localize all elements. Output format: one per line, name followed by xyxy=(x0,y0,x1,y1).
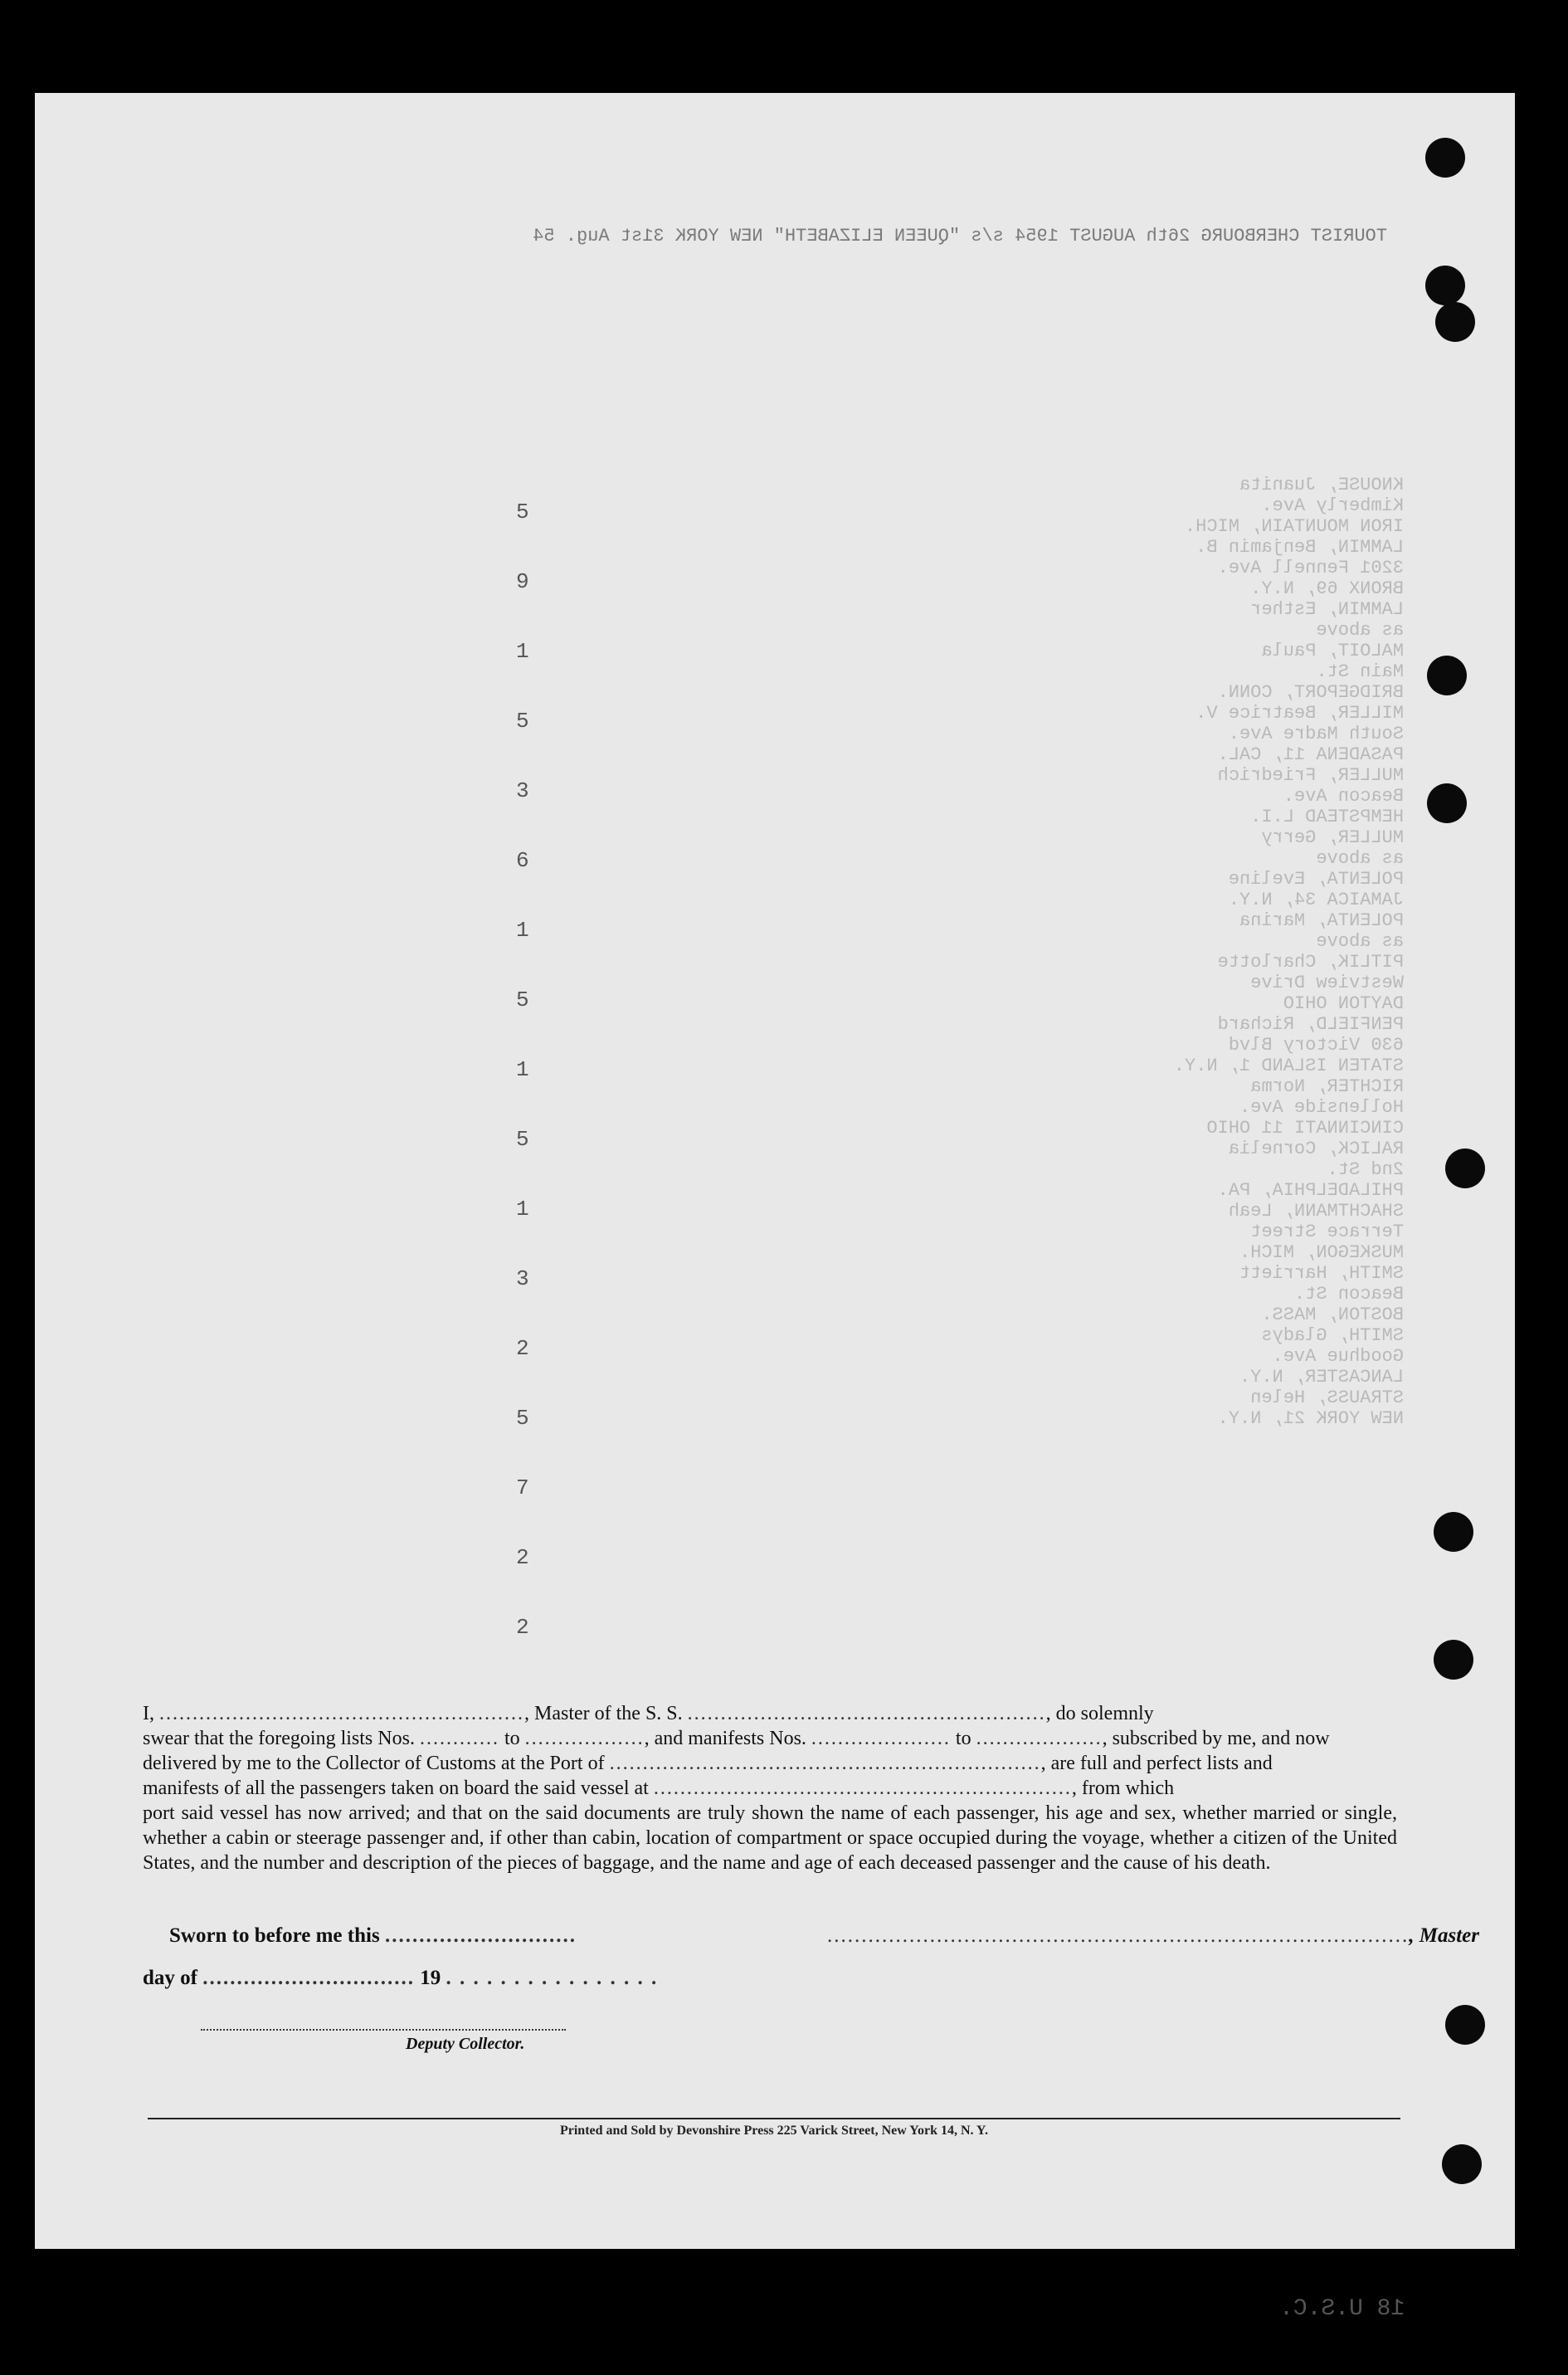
deputy-collector-label: Deputy Collector. xyxy=(406,2035,525,2053)
bleed-row: PASADENA 11, CAL. xyxy=(1217,744,1404,765)
bleed-row: 630 Victory Blvd xyxy=(1228,1035,1404,1056)
oath-line2d: to xyxy=(950,1728,976,1749)
oath-line2e: , subscribed by me, and now xyxy=(1102,1728,1330,1749)
oath-line2c: , and manifests Nos. xyxy=(644,1728,811,1749)
punch-hole xyxy=(1427,783,1467,823)
bleed-row: 3201 Fennell Ave. xyxy=(1217,558,1404,578)
bleed-row: RALICK, Cornelia xyxy=(1228,1139,1404,1159)
bleed-row: SHACHTMANN, Leah xyxy=(1228,1201,1404,1222)
manifest-page xyxy=(35,93,1515,2322)
oath-line2b: to xyxy=(499,1728,525,1749)
punch-hole xyxy=(1442,2144,1482,2184)
oath-body: port said vessel has now arrived; and that on the said documents are truly shown the name of each passenger, his age and sex, whether married or single, whether a cabin or steerage passenger and, if other than cabin, location of compartment or space occupied during the voyage, whether a citizen of the United States, and the number and description of the pieces of baggage, and the name and age of each deceased passenger and the cause of his death. xyxy=(143,1802,1397,1874)
oath-line1-end: , do solemnly xyxy=(1045,1703,1154,1724)
bleed-row: BOSTON, MASS. xyxy=(1261,1305,1404,1325)
bleed-column-number: 5 xyxy=(516,1406,529,1431)
bleed-column-number: 2 xyxy=(516,1545,529,1570)
bleed-row: Kimberly Ave. xyxy=(1261,495,1404,516)
oath-line4b: , from which xyxy=(1071,1778,1175,1799)
bleed-column-number: 2 xyxy=(516,1336,529,1361)
bleed-row: MALOIT, Paula xyxy=(1261,641,1404,661)
bleed-column-number: 2 xyxy=(516,1615,529,1640)
bleed-row: as above xyxy=(1316,620,1404,641)
master-signature-line: ....................................................................................., Master xyxy=(827,1924,1479,1947)
day-of-label: day of xyxy=(143,1967,197,1989)
footer-rule xyxy=(148,2118,1400,2119)
bleed-row: Beacon Ave. xyxy=(1283,786,1404,807)
punch-hole xyxy=(1427,656,1467,695)
punch-hole xyxy=(1434,1640,1473,1680)
bleed-column-number: 5 xyxy=(516,500,529,524)
bleed-row: BRIDGEPORT, CONN. xyxy=(1217,682,1404,703)
punch-hole xyxy=(1425,266,1465,305)
bleed-row: Terrace Street xyxy=(1250,1222,1404,1242)
oath-line2a: swear that the foregoing lists Nos. xyxy=(143,1728,420,1749)
bleed-column-number: 6 xyxy=(516,848,529,873)
bleed-column-number: 5 xyxy=(516,1127,529,1152)
bleed-row: Westview Drive xyxy=(1250,973,1404,993)
oath-line3a: delivered by me to the Collector of Customs at the Port of xyxy=(143,1753,610,1774)
bleed-row: Goodhue Ave. xyxy=(1272,1346,1404,1367)
bleed-row: Hollenside Ave. xyxy=(1239,1097,1404,1118)
bleed-row: PHILADELPHIA, PA. xyxy=(1217,1180,1404,1201)
oath-line4a: manifests of all the passengers taken on board the said vessel at xyxy=(143,1778,654,1799)
bleed-row: MULLER, Friedrich xyxy=(1217,765,1404,786)
bleed-row: South Madre Ave. xyxy=(1228,724,1404,744)
bleed-row: LANCASTER, N.Y. xyxy=(1239,1367,1404,1387)
bleed-through-header: TOURIST CHERBOURG 26th AUGUST 1954 s/s "QUEEN ELIZABETH" NEW YORK 31st Aug. 54 xyxy=(533,226,1387,246)
bleed-row: NEW YORK 21, N.Y. xyxy=(1217,1408,1404,1429)
bleed-through-stamp: 18 U.S.C. xyxy=(1279,2296,1405,2322)
bleed-through-passenger-list xyxy=(533,475,1404,1703)
punch-hole xyxy=(1445,1148,1485,1188)
master-label: , Master xyxy=(1409,1924,1479,1947)
punch-hole xyxy=(1434,1512,1473,1552)
bleed-row: SMITH, Gladys xyxy=(1261,1325,1404,1346)
sworn-label: Sworn to before me this xyxy=(169,1924,380,1947)
bleed-column-number: 7 xyxy=(516,1475,529,1500)
day-of-line: day of ............................... 19 . . . . . . . . . . . . . . . . xyxy=(143,1967,659,1989)
bleed-row: Main St. xyxy=(1316,661,1404,682)
deputy-signature-line xyxy=(201,2029,566,2031)
bleed-row: LAMMIN, Benjamin B. xyxy=(1195,537,1404,558)
bleed-row: STRAUSS, Helen xyxy=(1250,1387,1404,1408)
bleed-column-number: 5 xyxy=(516,709,529,734)
sworn-statement: Sworn to before me this ............................ xyxy=(169,1924,577,1947)
master-oath: I, ......................................................., Master of the S. S. ......................................................, do solemnly swear that the foregoing lists Nos. ............ to .................., and manifests Nos. ..................... to ..................., subscribed by me, and now delivered by me to the Collector of Customs at the Port of ................................................................., are full and perfect lists and manifests of all the passengers taken on board the said vessel at ..............................................................., from which port said vessel has now arrived; and that on the said documents are truly shown the name of each passenger, his age and sex, whether married or single, whether a cabin or steerage passenger and, if other than cabin, location of compartment or space occupied during the voyage, whether a citizen of the United States, and the number and description of the pieces of baggage, and the name and age of each deceased passenger and the cause of his death. xyxy=(143,1703,1397,1874)
bleed-row: STATEN ISLAND 1, N.Y. xyxy=(1173,1056,1404,1076)
bleed-row: DAYTON OHIO xyxy=(1283,993,1404,1014)
bleed-column-number: 9 xyxy=(516,569,529,594)
bleed-row: PENFIELD, Richard xyxy=(1217,1014,1404,1035)
bleed-row: as above xyxy=(1316,848,1404,869)
oath-line1-mid: , Master of the S. S. xyxy=(524,1703,688,1724)
bleed-row: BRONX 69, N.Y. xyxy=(1250,578,1404,599)
bleed-row: CINCINNATI 11 OHIO xyxy=(1206,1118,1404,1139)
bleed-row: SMITH, Harriett xyxy=(1239,1263,1404,1284)
bleed-row: RICHTER, Norma xyxy=(1250,1076,1404,1097)
punch-hole xyxy=(1435,302,1475,342)
punch-hole xyxy=(1425,138,1465,178)
bleed-row: MUSKEGON, MICH. xyxy=(1239,1242,1404,1263)
bleed-row: KNOUSE, Juanita xyxy=(1239,475,1404,495)
bleed-row: POLENTA, Marina xyxy=(1239,910,1404,931)
bleed-row: HEMPSTEAD L.I. xyxy=(1250,807,1404,827)
bleed-row: LAMMIN, Esther xyxy=(1250,599,1404,620)
bleed-row: MULLER, Gerry xyxy=(1261,827,1404,848)
bleed-row: Beacon St. xyxy=(1293,1284,1404,1305)
year-label: 19 xyxy=(420,1967,441,1989)
bleed-column-number: 3 xyxy=(516,778,529,803)
bleed-row: MILLER, Beatrice V. xyxy=(1195,703,1404,724)
bleed-row: IRON MOUNTAIN, MICH. xyxy=(1184,516,1404,537)
printer-imprint: Printed and Sold by Devonshire Press 225 Varick Street, New York 14, N. Y. xyxy=(559,2124,989,2138)
bleed-column-number: 1 xyxy=(516,639,529,664)
bleed-row: POLENTA, Eveline xyxy=(1228,869,1404,890)
bleed-row: as above xyxy=(1316,931,1404,952)
oath-line3b: , are full and perfect lists and xyxy=(1040,1753,1273,1774)
bleed-column-number: 1 xyxy=(516,918,529,943)
oath-line1-start: I, xyxy=(143,1703,159,1724)
bleed-column-number: 1 xyxy=(516,1057,529,1082)
bleed-row: JAMAICA 34, N.Y. xyxy=(1228,890,1404,910)
bleed-column-number: 1 xyxy=(516,1197,529,1222)
punch-hole xyxy=(1445,2005,1485,2045)
bleed-row: PITLIK, Charlotte xyxy=(1217,952,1404,973)
bleed-row: 2nd St. xyxy=(1327,1159,1404,1180)
bleed-column-number: 3 xyxy=(516,1266,529,1291)
bleed-column-number: 5 xyxy=(516,988,529,1012)
